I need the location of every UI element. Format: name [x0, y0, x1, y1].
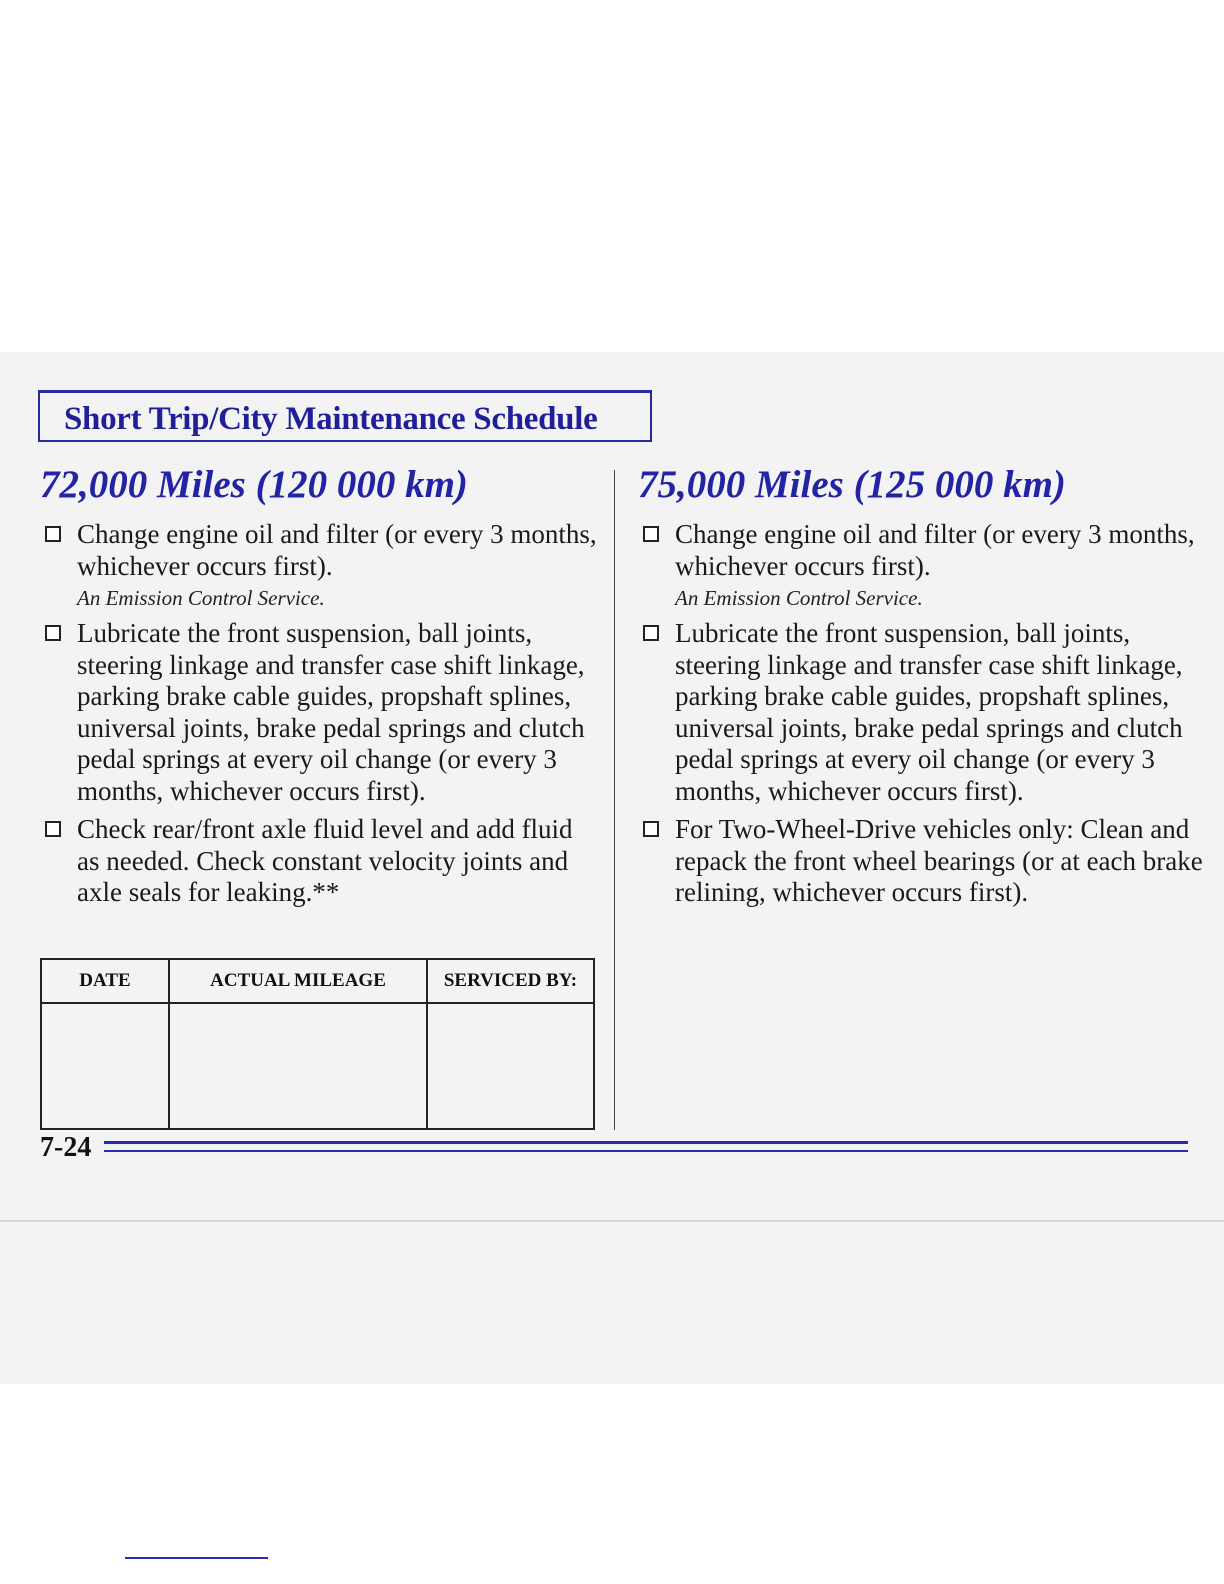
right-column [638, 462, 1208, 916]
page-edge-line [0, 1220, 1224, 1222]
mileage-entry-cell[interactable] [169, 1003, 427, 1129]
service-log-table [40, 958, 595, 1130]
left-item-3-text: Check rear/front axle fluid level and add fluid as needed. Check constant velocity joints and axle seals for leaking.** [77, 814, 573, 907]
section-title-box [38, 390, 652, 442]
actual-mileage-column-header: ACTUAL MILEAGE [169, 959, 427, 1003]
page-number: 7-24 [40, 1132, 92, 1163]
left-checklist-item-3 [40, 814, 600, 909]
service-log-entry-row [41, 1003, 594, 1129]
left-column [40, 462, 600, 916]
left-item-2-text: Lubricate the front suspension, ball joints, steering linkage and transfer case shift linkage, parking brake cable guides, propshaft splines, universal joints, brake pedal springs and clutch pedal springs at every oil change (or every 3 months, whichever occurs first). [77, 618, 585, 806]
left-item-1-note: An Emission Control Service. [77, 586, 325, 610]
right-checklist-item-2 [638, 618, 1208, 807]
date-column-header: DATE [41, 959, 169, 1003]
column-divider [614, 470, 615, 1130]
checkbox-icon[interactable] [643, 526, 659, 542]
checkbox-icon[interactable] [643, 821, 659, 837]
left-item-1-text: Change engine oil and filter (or every 3 months, whichever occurs first). [77, 519, 597, 581]
right-checklist-item-1 [638, 519, 1208, 611]
right-checklist-item-3 [638, 814, 1208, 909]
right-item-3-text: For Two-Wheel-Drive vehicles only: Clean and repack the front wheel bearings (or at each brake relining, whichever occurs first). [675, 814, 1203, 907]
date-entry-cell[interactable] [41, 1003, 169, 1129]
checkbox-icon[interactable] [643, 625, 659, 641]
right-item-1-note: An Emission Control Service. [675, 586, 923, 610]
checkbox-icon[interactable] [45, 625, 61, 641]
left-mileage-heading: 72,000 Miles (120 000 km) [40, 463, 468, 506]
left-checklist-item-2 [40, 618, 600, 807]
right-item-1-text: Change engine oil and filter (or every 3 months, whichever occurs first). [675, 519, 1195, 581]
left-checklist-item-1 [40, 519, 600, 611]
checkbox-icon[interactable] [45, 821, 61, 837]
right-mileage-heading: 75,000 Miles (125 000 km) [638, 463, 1066, 506]
serviced-by-column-header: SERVICED BY: [427, 959, 594, 1003]
service-log-header-row [41, 959, 594, 1003]
serviced-by-entry-cell[interactable] [427, 1003, 594, 1129]
section-title: Short Trip/City Maintenance Schedule [64, 401, 598, 437]
bottom-accent-line [125, 1557, 268, 1559]
right-item-2-text: Lubricate the front suspension, ball joints, steering linkage and transfer case shift linkage, parking brake cable guides, propshaft splines, universal joints, brake pedal springs and clutch pedal springs at every oil change (or every 3 months, whichever occurs first). [675, 618, 1183, 806]
checkbox-icon[interactable] [45, 526, 61, 542]
footer-rule-secondary [104, 1150, 1188, 1152]
footer-rule [104, 1141, 1188, 1144]
